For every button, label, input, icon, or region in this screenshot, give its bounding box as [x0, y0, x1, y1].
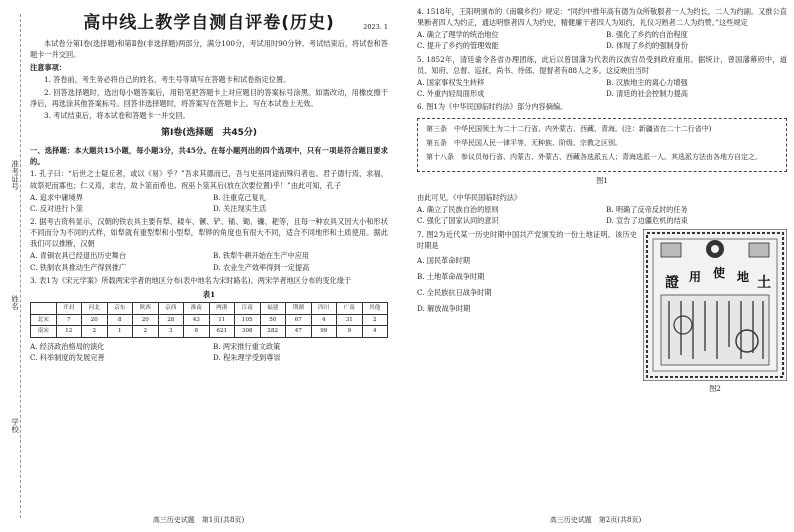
option-a: A. 确立了理学的统治地位 [417, 30, 499, 40]
question-options [30, 341, 388, 363]
table-header: 开封 [56, 303, 82, 315]
table-cell: 11 [209, 314, 235, 326]
table-cell: 43 [184, 314, 210, 326]
binding-margin [0, 0, 26, 532]
table-cell: 282 [260, 326, 286, 338]
constitution-excerpt-box [417, 118, 787, 172]
option-b: B. 汉族地主的离心力增强 [606, 77, 688, 87]
table-header: 四川 [311, 303, 337, 315]
table-cell: 3 [158, 326, 184, 338]
section-title: 第Ⅰ卷(选择题 共45分) [160, 128, 258, 139]
table-cell: 7 [56, 314, 82, 326]
certificate-char: 土 [757, 274, 771, 291]
table-cell: 20 [82, 314, 108, 326]
option-b: B. 强化了乡约的自治程度 [606, 30, 688, 40]
table-cell: 28 [158, 314, 184, 326]
certificate-char: 使 [713, 265, 726, 280]
question-2 [30, 216, 388, 273]
certificate-char: 用 [689, 269, 702, 284]
question-stem: 7. 图2为近代某一历史时期中国共产党颁发的一份土地证明。该历史时期是 [417, 229, 637, 250]
figure-1-caption: 图1 [596, 175, 608, 185]
question-options [417, 29, 787, 51]
excerpt-article-5: 第五条 中华民国人民一律平等，无种族、阶级、宗教之区别。 [426, 139, 622, 148]
option-d: D. 程朱理学受到尊崇 [213, 353, 281, 363]
table-header: 京东 [107, 303, 133, 315]
question-1 [30, 168, 388, 214]
question-stem: 1. 孔子曰：“后世之士疑丘者，或以《易》乎？”吾求其德而已，吾与史巫同途而殊归者也。君子德行焉，求福，故祭祀而寡也；仁义焉，求吉，故卜筮而希也。祝巫卜筮其后(放在次要位置)乎！”由此可知，孔子 [30, 169, 388, 190]
question-6 [417, 101, 787, 226]
table-cell: 47 [286, 326, 312, 338]
table-cell: 4 [362, 326, 388, 338]
excerpt-article-18: 第十八条 参议员每行省、内蒙古、外蒙古、西藏各选派五人；青海选派一人。其选派方法由各地方自定之。 [426, 153, 762, 162]
table-header: 京西 [158, 303, 184, 315]
table-header: 其他 [362, 303, 388, 315]
question-3 [30, 275, 388, 364]
option-a: A. 青铜农具已经退出历史舞台 [30, 251, 127, 261]
question-lead: 由此可见，《中华民国临时约法》 [417, 193, 522, 203]
table-cell: 2 [362, 314, 388, 326]
table-cell: 8 [107, 314, 133, 326]
table-cell: 621 [209, 326, 235, 338]
option-b: B. 明确了反帝反封的任务 [606, 205, 688, 215]
question-stem: 4. 1518年，王阳明颁布的《南赣乡约》规定：“同约中推年高有德为众所敬服者一人为约长，二人为约副。又推公直果断者四人为约正，通达明察者四人为约史，精健廉干者四人为知约，礼仪习熟者二人为约赞。”这些规定 [417, 7, 787, 28]
option-c: C. 外重内轻局面形成 [417, 89, 485, 99]
page-1-footer: 高三历史试题 第1页(共8页) [152, 516, 245, 525]
certificate-char: 證 [665, 274, 679, 291]
note-2: 2. 回答选择题时，选出每小题答案后，用铅笔把答题卡上对应题目的答案标号涂黑。如需改动，用橡皮擦干净后，再选涂其他答案标号。回答非选择题时，将答案写在答题卡上。写在本试卷上无效。 [30, 87, 388, 108]
page-2 [397, 0, 794, 532]
land-certificate-image [643, 229, 787, 381]
option-c: C. 反对进行卜筮 [30, 203, 83, 213]
table-cell: 1 [107, 326, 133, 338]
table-header: 两浙 [209, 303, 235, 315]
option-d: D. 关注现实生活 [213, 203, 267, 213]
option-d: D. 清廷的社会控制力提高 [606, 89, 688, 99]
option-b: B. 铁犁牛耕开始在生产中应用 [213, 251, 310, 261]
question-7-text [417, 229, 637, 317]
table-header: 河北 [82, 303, 108, 315]
figure-2-caption: 图2 [709, 383, 721, 393]
option-d: D. 体现了乡约的强制身份 [606, 41, 688, 51]
table-title: 表1 [202, 289, 216, 299]
question-options [30, 250, 388, 272]
title-row [30, 10, 388, 38]
table-header-row [31, 303, 388, 315]
option-b: B. 土地革命战争时期 [417, 272, 485, 282]
option-c: C. 科举制度的发展完善 [30, 353, 105, 363]
certificate-char: 地 [737, 269, 750, 284]
option-c: C. 强化了国家认同的意识 [417, 216, 499, 226]
option-a: A. 确立了民族自治的原则 [417, 205, 499, 215]
option-c: C. 提升了乡约的管理效能 [417, 41, 499, 51]
page-1-content [30, 10, 388, 365]
exam-date: 2023. 1 [363, 23, 388, 31]
page-2-footer: 高三历史试题 第2页(共8页) [549, 516, 642, 525]
question-options [417, 255, 637, 315]
question-stem: 6. 图1为《中华民国临时约法》部分内容摘编。 [417, 102, 568, 112]
table-header: 江南 [235, 303, 261, 315]
note-1: 1. 答卷前，考生务必将自己的姓名、考生号等填写在答题卡和试卷指定位置。 [44, 75, 291, 85]
question-stem: 3. 表1为《宋元学案》所载两宋学者的地区分布(表中地名为宋时路名)。两宋学者地区分布的变化缘于 [30, 275, 352, 285]
notes-title: 注意事项： [30, 63, 66, 73]
table-cell: 31 [337, 314, 363, 326]
question-7 [417, 229, 787, 397]
excerpt-article-3: 第三条 中华民国领土为二十二行省、内外蒙古、西藏、青海。(注：新疆省在二十二行省中) [426, 125, 712, 134]
table-cell: 12 [56, 326, 82, 338]
table-cell: 北宋 [31, 314, 57, 326]
question-stem: 2. 据考古资料显示，汉朝的铁农具主要有犁、耧车、镢、铲、锸、锄、镰、耙等，且每一种农具又因大小和形状不同而分为不同的式样，如犁就有重型犁和小型犁，犁铧的角度也有很大不同，适合不同地形和土质使用。据此我们可以推断，汉朝 [30, 216, 388, 249]
table-header: 荆湖 [286, 303, 312, 315]
table-cell: 105 [235, 314, 261, 326]
table-row [31, 314, 388, 326]
table-cell: 8 [184, 326, 210, 338]
note-3: 3. 考试结束后，将本试卷和答题卡一并交回。 [44, 110, 190, 120]
question-options [30, 192, 388, 214]
page-title: 高中线上教学自测自评卷(历史) [83, 13, 335, 33]
option-b: B. 注重克己复礼 [213, 192, 266, 202]
binding-label-school: 学校 [10, 418, 20, 433]
table-cell: 4 [311, 314, 337, 326]
table-cell: 20 [133, 314, 159, 326]
table-header: 淮南 [184, 303, 210, 315]
option-a: A. 国家事权发生转移 [417, 77, 485, 87]
question-options [417, 77, 787, 99]
table-header: 广南 [337, 303, 363, 315]
table-cell: 9 [337, 326, 363, 338]
binding-label-name: 姓名 [10, 295, 20, 310]
page-2-content [417, 6, 787, 397]
table-cell: 2 [82, 326, 108, 338]
binding-label-exam-number: 准考证号 [10, 160, 20, 190]
table-cell: 2 [133, 326, 159, 338]
option-a: A. 国民革命时期 [417, 255, 470, 265]
option-b: B. 两宋推行重文政策 [213, 342, 281, 352]
table-header [31, 303, 57, 315]
land-certificate-illustration [643, 229, 787, 381]
option-a: A. 追求中庸境界 [30, 192, 83, 202]
option-a: A. 经济政治格局的演化 [30, 342, 105, 352]
table-row [31, 326, 388, 338]
option-d: D. 农业生产效率得到一定提高 [213, 262, 310, 272]
question-stem: 5. 1852年，清廷谕令各省办理团练，此后以曾国藩为代表的汉族官员受到政府重用。据统计，曾国藩幕府中，道员、知府、总督、巡抚、尚书、侍郎、提督者有88人之多。这反映出当时 [417, 54, 787, 75]
table-cell: 50 [260, 314, 286, 326]
section-intro: 一、选择题：本大题共15小题，每小题3分，共45分。在每小题列出的四个选项中，只有一项是符合题目要求的。 [30, 146, 388, 167]
question-5 [417, 54, 787, 100]
table-header: 陕西 [133, 303, 159, 315]
table-cell: 南宋 [31, 326, 57, 338]
option-c: C. 铁制农具推动生产得到推广 [30, 262, 127, 272]
option-d: D. 解放战争时期 [417, 304, 471, 314]
table-cell: 308 [235, 326, 261, 338]
binding-line [20, 14, 21, 518]
option-d: D. 宣告了边疆危机的结束 [606, 216, 688, 226]
question-options [417, 204, 787, 226]
table-cell: 67 [286, 314, 312, 326]
question-4 [417, 6, 787, 52]
scholar-distribution-table [30, 302, 388, 338]
option-c: C. 全民族抗日战争时期 [417, 288, 492, 298]
table-cell: 99 [311, 326, 337, 338]
exam-intro: 本试卷分第Ⅰ卷(选择题)和第Ⅱ卷(非选择题)两部分，满分100分，考试用时90分钟。考试结束后，将试卷和答题卡一并交回。 [30, 39, 388, 60]
table-header: 福建 [260, 303, 286, 315]
